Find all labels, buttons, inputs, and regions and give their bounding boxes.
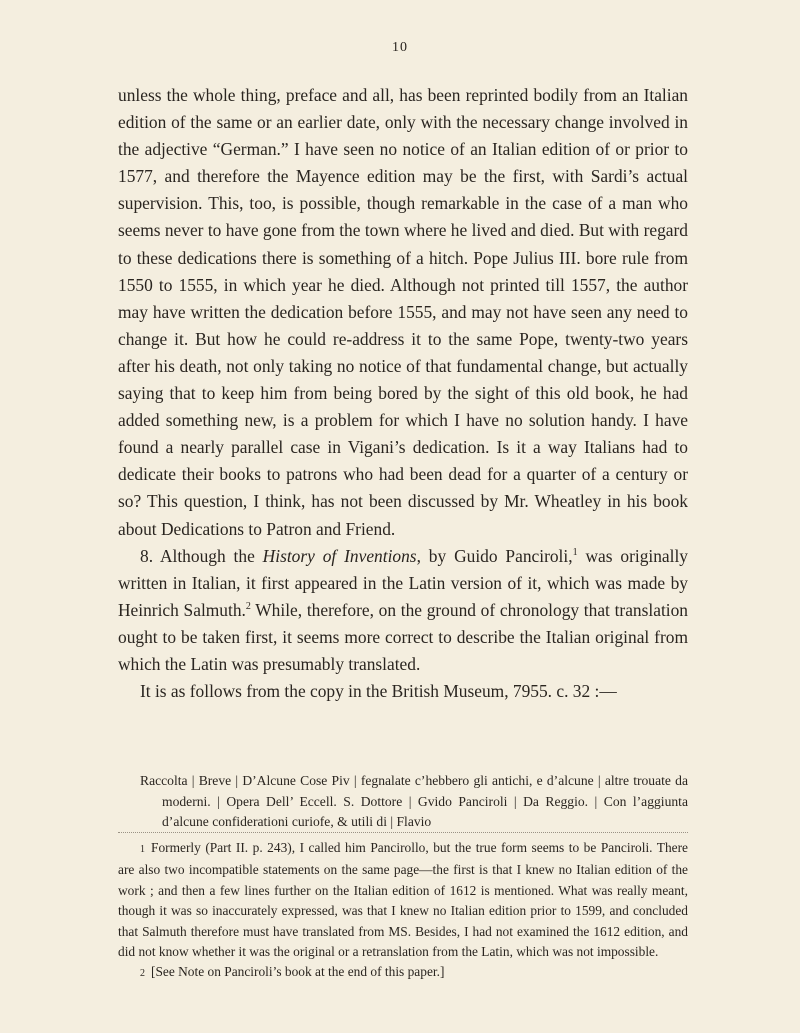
- footnote-1-text: Formerly (Part II. p. 243), I called him Pancirollo, but the true form seems to be Panciroli. There are also two incompatible statements on the same page—the first is that I knew no Italian edition of the work ; and then a few lines further on the Italian edition of 1612 is mentioned. What was really meant, though it was so inaccurately expressed, was that I knew no Italian edition prior to 1599, and concluded that Salmuth therefore must have translated from MS. Besides, I had not examined the 1612 edition, and did not know whether it was the original or a retranslation from the Latin, which was not impossible.: [118, 840, 688, 960]
- title-page-transcription: [140, 771, 688, 833]
- paragraph-panciroli-end: While, therefore, on the ground of chronology that translation ought to be taken first, it seems more correct to describe the Italian original from which the Latin was presumably translated.: [118, 599, 688, 674]
- paragraph-panciroli-mid-1: , by Guido Panciroli,: [416, 545, 573, 566]
- page-number: 10: [392, 40, 408, 55]
- paragraph-sardi-dedications: unless the whole thing, preface and all, has been reprinted bodily from an Italian edition of the same or an earlier date, only with the necessary change involved in the adjective “German.” I have seen no notice of an Italian edition of or prior to 1577, and therefore the Mayence edition may be the first, with Sardi’s actual supervision. This, too, is possible, though remarkable in the case of a man who seems never to have gone from the town where he lived and died. But with regard to these dedications there is something of a hitch. Pope Julius III. bore rule from 1550 to 1555, in which year he died. Although not printed till 1557, the author may have written the dedication before 1555, and may not have seen any need to change it. But how he could re-address it to the same Pope, twenty-two years after his death, not only taking no notice of that fundamental change, but actually saying that to keep him from being bored by the sight of this old book, he had added something new, is a problem for which I have no solution handy. I have found a nearly parallel case in Vigani’s dedication. Is it a way Italians had to dedicate their books to patrons who had been dead for a quarter of a century or so? This question, I think, has not been discussed by Mr. Wheatley in his book about Dedications to Patron and Friend.: [118, 85, 688, 539]
- footnote-ref-2: 2: [245, 600, 251, 612]
- title-page-text: Raccolta | Breve | D’Alcune Cose Piv | fegnalate c’hebbero gli antichi, e d’alcune | altre trouate da moderni. | Opera Dell’ Eccell. S. Dottore | Gvido Panciroli | Da Reggio. | Con l’aggiunta d’alcune confiderationi curiofe, & utili di | Flavio: [140, 773, 688, 829]
- footnote-2-text: [See Note on Panciroli’s book at the end of this paper.]: [151, 964, 445, 980]
- paragraph-panciroli: [118, 543, 688, 678]
- paragraph-british-museum: It is as follows from the copy in the British Museum, 7955. c. 32 :—: [140, 681, 617, 702]
- book-title-history-of-inventions: History of Inventions: [262, 545, 417, 566]
- footnotes: [118, 838, 688, 985]
- footnote-1-number: 1: [140, 844, 145, 855]
- main-text: [118, 82, 688, 705]
- footnote-1: [118, 838, 688, 962]
- paragraph-panciroli-start: 8. Although the: [140, 545, 263, 566]
- footnote-ref-1: 1: [572, 546, 578, 558]
- footnote-2-number: 2: [140, 968, 145, 980]
- footnote-divider: [118, 832, 688, 833]
- paragraph-panciroli-mid-2: was originally written in Italian, it first appeared in the Latin version of it, which was made by Heinrich Salmuth.: [118, 545, 688, 620]
- footnote-2: [118, 962, 688, 984]
